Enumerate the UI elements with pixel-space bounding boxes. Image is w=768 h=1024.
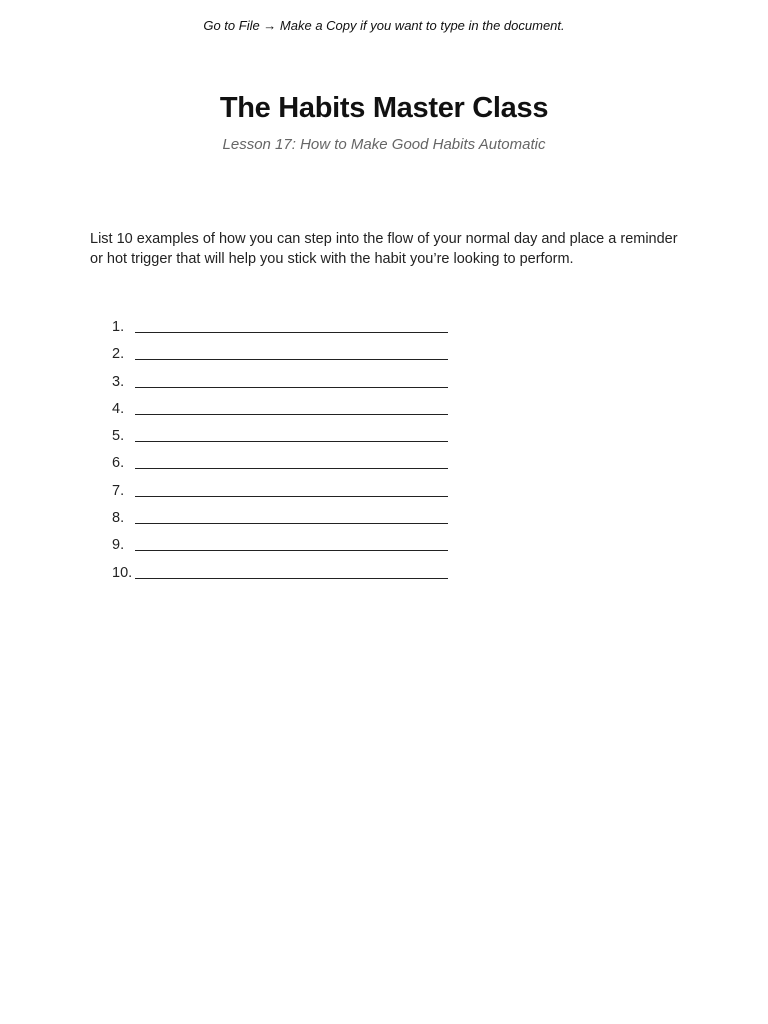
answer-blank-line[interactable]: [135, 414, 448, 415]
answer-list: [0, 318, 460, 591]
answer-item: [0, 345, 460, 372]
answer-item: [0, 427, 460, 454]
answer-number: 3.: [112, 373, 125, 390]
answer-item: [0, 536, 460, 563]
page-title: The Habits Master Class: [219, 92, 549, 124]
answer-item: [0, 318, 460, 345]
answer-blank-line[interactable]: [135, 332, 448, 333]
lesson-subtitle: Lesson 17: How to Make Good Habits Automatic: [222, 136, 546, 153]
answer-item: [0, 373, 460, 400]
exercise-instructions: List 10 examples of how you can step into the flow of your normal day and place a reminder or hot trigger that will help you stick with the habit you’re looking to perform.: [90, 231, 678, 267]
answer-number: 10.: [112, 564, 133, 581]
answer-blank-line[interactable]: [135, 496, 448, 497]
answer-blank-line[interactable]: [135, 550, 448, 551]
answer-item: [0, 509, 460, 536]
answer-item: [0, 482, 460, 509]
answer-blank-line[interactable]: [135, 441, 448, 442]
answer-number: 9.: [112, 537, 125, 554]
answer-item: [0, 564, 460, 591]
answer-number: 8.: [112, 510, 125, 527]
answer-blank-line[interactable]: [135, 578, 448, 579]
answer-blank-line[interactable]: [135, 523, 448, 524]
answer-number: 4.: [112, 400, 125, 417]
answer-item: [0, 400, 460, 427]
answer-item: [0, 454, 460, 481]
answer-blank-line[interactable]: [135, 468, 448, 469]
answer-number: 7.: [112, 482, 125, 499]
copy-instruction-note: Go to File → Make a Copy if you want to type in the document.: [203, 18, 565, 33]
answer-number: 5.: [112, 428, 125, 445]
answer-number: 1.: [112, 319, 125, 335]
answer-number: 6.: [112, 455, 125, 472]
answer-blank-line[interactable]: [135, 359, 448, 360]
answer-number: 2.: [112, 346, 125, 363]
answer-blank-line[interactable]: [135, 387, 448, 388]
